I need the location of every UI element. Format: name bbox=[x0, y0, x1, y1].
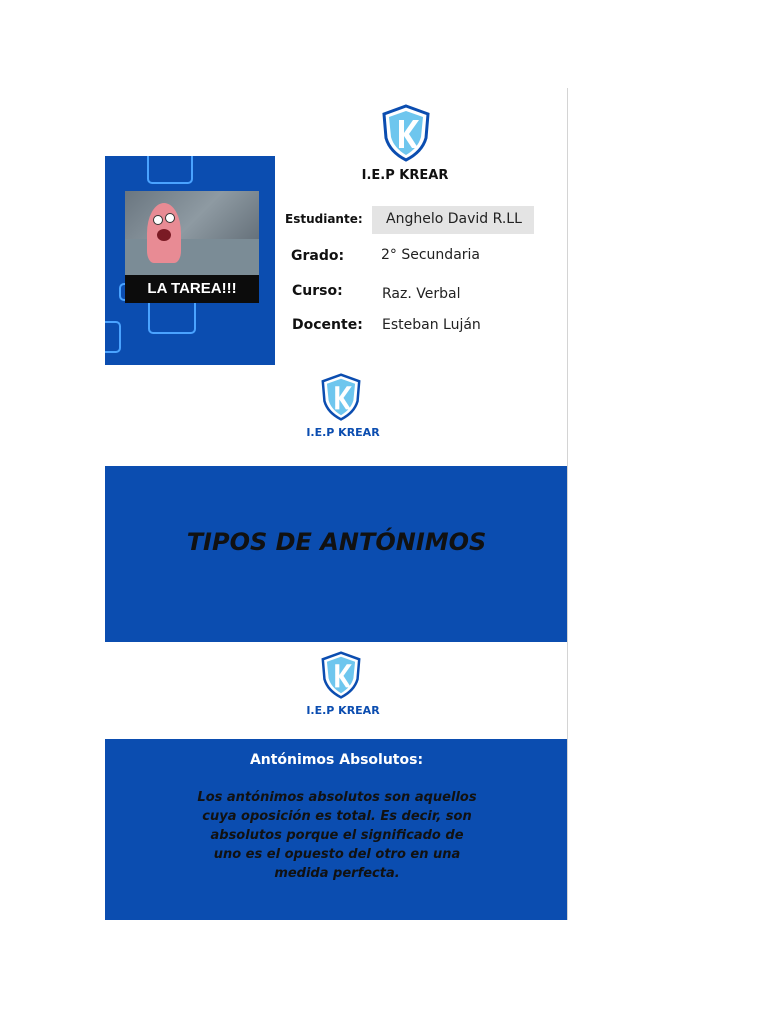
school-name: I.E.P KREAR bbox=[306, 704, 380, 717]
teacher-value: Esteban Luján bbox=[382, 317, 481, 333]
slide-title-header bbox=[105, 365, 568, 466]
grade-value: 2° Secundaria bbox=[381, 247, 480, 263]
school-logo-icon bbox=[319, 651, 363, 699]
slide-absolute-header bbox=[105, 642, 568, 739]
cover-section bbox=[105, 88, 568, 365]
slide-title-body bbox=[105, 466, 568, 642]
meme-image bbox=[125, 191, 259, 303]
grade-label: Grado: bbox=[291, 248, 345, 264]
document-page bbox=[105, 88, 568, 920]
slide-title: TIPOS DE ANTÓNIMOS bbox=[186, 528, 487, 556]
student-value: Anghelo David R.LL bbox=[386, 211, 522, 227]
teacher-label: Docente: bbox=[292, 317, 363, 333]
school-logo-icon bbox=[319, 373, 363, 421]
school-name: I.E.P KREAR bbox=[361, 168, 449, 183]
school-logo-icon bbox=[380, 104, 432, 162]
school-name: I.E.P KREAR bbox=[306, 426, 380, 439]
section-body: Los antónimos absolutos son aquellos cuya oposición es total. Es decir, son absolutos porque el significado de uno es el opuesto del otro en una medida perfecta. bbox=[197, 790, 477, 881]
meme-caption: LA TAREA!!! bbox=[147, 280, 237, 297]
decor-square bbox=[147, 156, 193, 184]
slide-absolute-body bbox=[105, 739, 568, 920]
course-label: Curso: bbox=[292, 283, 343, 299]
page-edge bbox=[567, 88, 568, 920]
decor-square bbox=[105, 321, 121, 353]
student-label: Estudiante: bbox=[285, 212, 363, 226]
cover-blue-panel bbox=[105, 156, 275, 365]
section-heading: Antónimos Absolutos: bbox=[249, 752, 424, 768]
course-value: Raz. Verbal bbox=[382, 286, 461, 302]
